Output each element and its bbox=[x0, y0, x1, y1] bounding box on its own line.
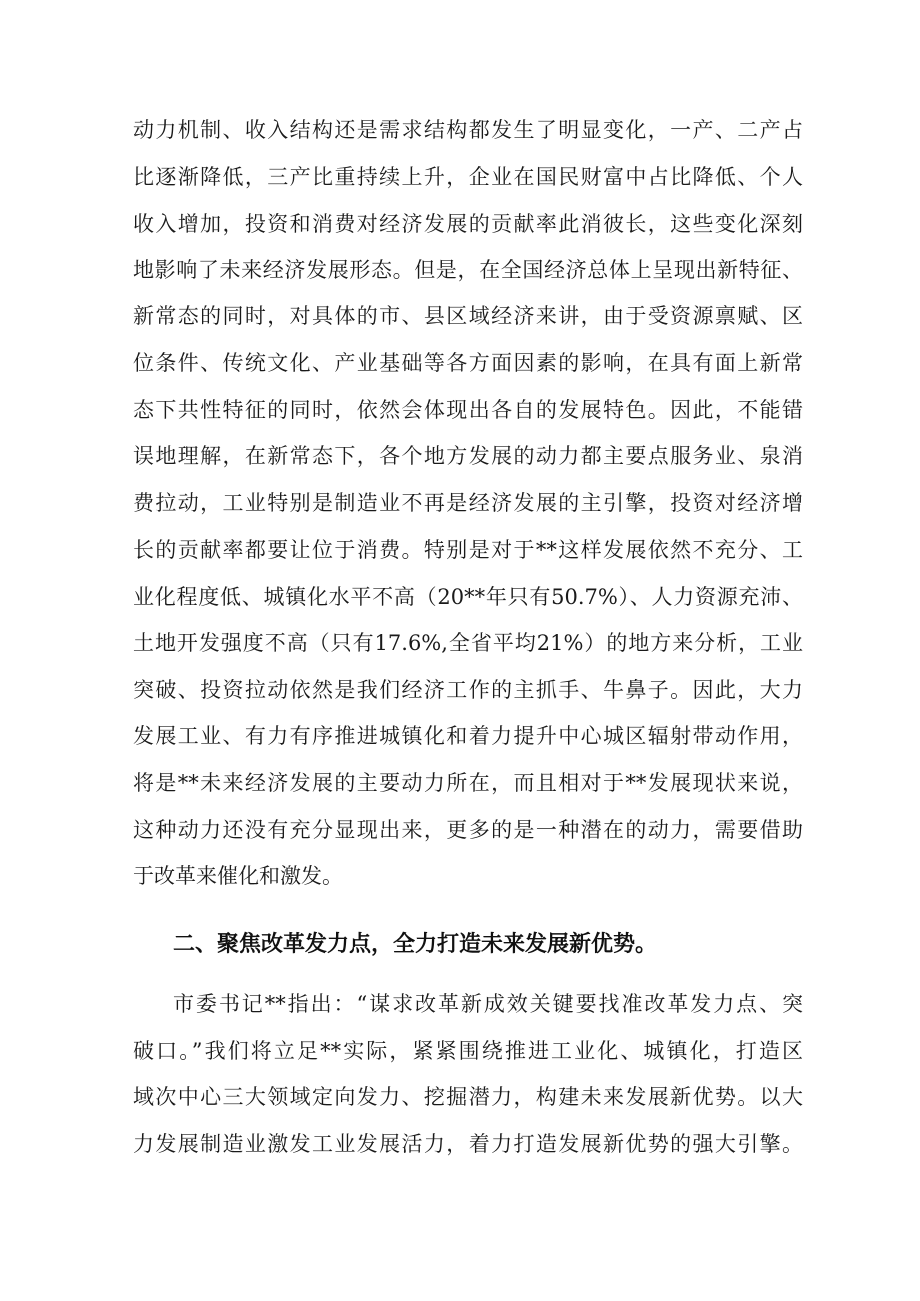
paragraph-line: 这种动力还没有充分显现出来，更多的是一种潜在的动力，需要借助 bbox=[133, 818, 803, 842]
paragraph-line: 破口。”我们将立足**实际，紧紧围绕推进工业化、城镇化，打造区 bbox=[133, 1039, 803, 1063]
paragraph-line: 地影响了未来经济发展形态。但是，在全国经济总体上呈现出新特征、 bbox=[133, 258, 803, 282]
paragraph-line: 误地理解，在新常态下，各个地方发展的动力都主要点服务业、泉消 bbox=[133, 444, 803, 468]
paragraph-line: 态下共性特征的同时，依然会体现出各自的发展特色。因此，不能错 bbox=[133, 398, 803, 422]
paragraph-line: 域次中心三大领域定向发力、挖掘潜力，构建未来发展新优势。以大 bbox=[133, 1085, 803, 1109]
paragraph-line: 位条件、传统文化、产业基础等各方面因素的影响，在具有面上新常 bbox=[133, 351, 803, 375]
paragraph-line: 费拉动，工业特别是制造业不再是经济发展的主引擎，投资对经济增 bbox=[133, 491, 803, 515]
section-heading: 二、聚焦改革发力点，全力打造未来发展新优势。 bbox=[173, 932, 658, 957]
paragraph-line: 力发展制造业激发工业发展活力，着力打造发展新优势的强大引擎。 bbox=[133, 1132, 803, 1156]
paragraph-line: 收入增加，投资和消费对经济发展的贡献率此消彼长，这些变化深刻 bbox=[133, 212, 803, 236]
paragraph-line: 土地开发强度不高（只有17.6%,全省平均21%）的地方来分析，工业 bbox=[133, 631, 803, 655]
paragraph-line: 新常态的同时，对具体的市、县区域经济来讲，由于受资源禀赋、区 bbox=[133, 304, 803, 328]
paragraph-line: 于改革来催化和激发。 bbox=[133, 864, 343, 888]
paragraph-line: 长的贡献率都要让位于消费。特别是对于**这样发展依然不充分、工 bbox=[133, 538, 803, 562]
paragraph-line: 突破、投资拉动依然是我们经济工作的主抓手、牛鼻子。因此，大力 bbox=[133, 678, 803, 702]
paragraph-line: 比逐渐降低，三产比重持续上升，企业在国民财富中占比降低、个人 bbox=[133, 165, 803, 189]
paragraph-line: 市委书记**指出：“谋求改革新成效关键要找准改革发力点、突 bbox=[173, 992, 803, 1016]
paragraph-line: 动力机制、收入结构还是需求结构都发生了明显变化，一产、二产占 bbox=[133, 118, 803, 142]
paragraph-line: 发展工业、有力有序推进城镇化和着力提升中心城区辐射带动作用， bbox=[133, 724, 803, 748]
paragraph-line: 业化程度低、城镇化水平不高（20**年只有50.7%）、人力资源充沛、 bbox=[133, 585, 803, 609]
paragraph-line: 将是**未来经济发展的主要动力所在，而且相对于**发展现状来说， bbox=[133, 771, 803, 795]
